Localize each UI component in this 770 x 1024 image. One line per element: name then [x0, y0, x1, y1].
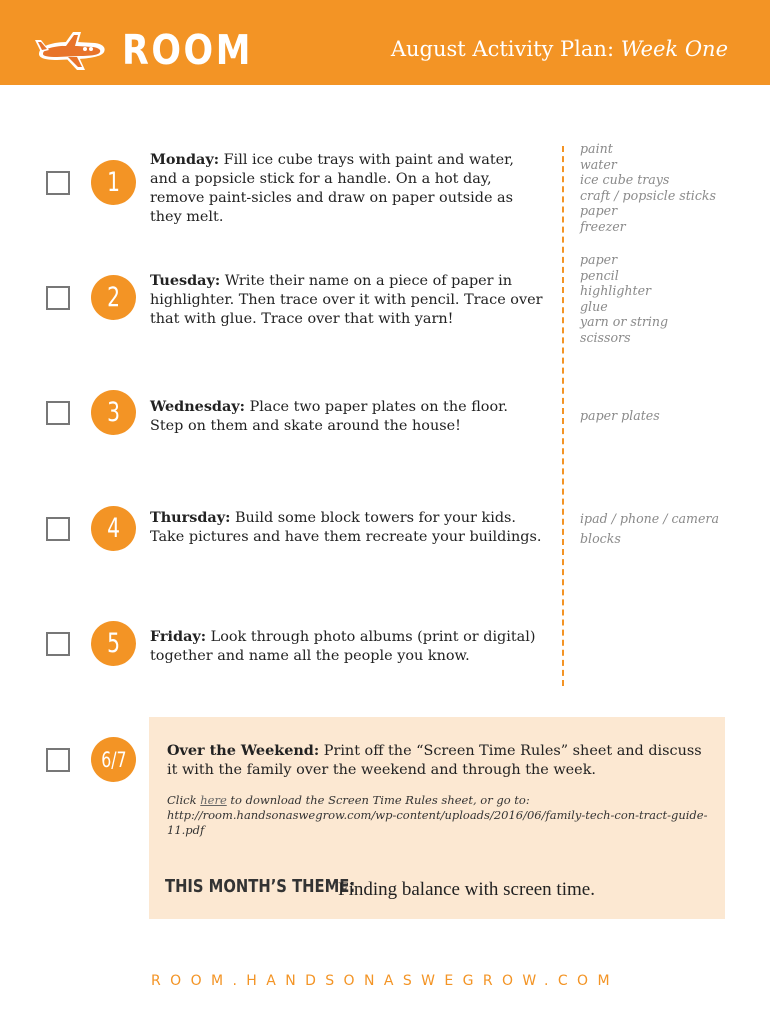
day-label: Wednesday: — [150, 398, 245, 415]
checkbox-day-3[interactable] — [46, 401, 70, 425]
material-item: blocks — [580, 531, 621, 546]
page-title-plain: August Activity Plan: — [390, 37, 621, 61]
day-number-badge: 6/7 — [91, 737, 136, 782]
material-item: yarn or string — [580, 314, 669, 329]
weekend-description — [167, 741, 712, 780]
download-instructions — [167, 793, 712, 838]
day-label: Tuesday: — [150, 272, 221, 289]
day-description — [150, 397, 545, 436]
logo-text: ROOM — [122, 26, 253, 74]
day-number-badge: 2 — [91, 275, 136, 320]
header-bar — [0, 0, 770, 85]
footer-url: ROOM.HANDSONASWEGROW.COM — [151, 973, 619, 989]
material-item: ipad / phone / camera — [580, 511, 719, 526]
day-number-badge: 4 — [91, 506, 136, 551]
material-item: glue — [580, 298, 608, 314]
download-suffix: to download the Screen Time Rules sheet, or go to: — [226, 793, 530, 807]
day-description — [150, 271, 545, 329]
day-number-badge: 5 — [91, 621, 136, 666]
download-prefix: Click — [167, 793, 201, 807]
checkbox-weekend[interactable] — [46, 748, 70, 772]
day-description — [150, 508, 545, 547]
day-text: Fill ice cube trays with paint and water, and a popsicle stick for a handle. On a hot day, remove paint-sicles and draw on paper outside as they melt. — [150, 152, 514, 225]
day-number-badge: 1 — [91, 160, 136, 205]
material-item: craft / popsicle sticks — [580, 187, 716, 203]
theme-text: Finding balance with screen time. — [338, 879, 595, 900]
day-description — [150, 627, 545, 666]
material-item: pencil — [580, 267, 619, 283]
checkbox-day-1[interactable] — [46, 171, 70, 195]
materials-list — [580, 509, 719, 549]
day-text: Build some block towers for your kids. Take pictures and have them recreate your buildings. — [150, 510, 542, 545]
material-item: highlighter — [580, 283, 652, 298]
materials-list — [580, 252, 668, 345]
day-text: Place two paper plates on the floor. Step on them and skate around the house! — [150, 399, 509, 434]
day-description — [150, 150, 545, 227]
materials-list — [580, 408, 660, 424]
weekend-text: Print off the “Screen Time Rules” sheet and discuss it with the family over the weekend and through the week. — [167, 743, 702, 778]
day-label: Friday: — [150, 628, 207, 645]
day-label: Monday: — [150, 151, 220, 168]
airplane-logo-icon — [33, 28, 108, 74]
download-link[interactable]: here — [200, 793, 227, 807]
theme-label: THIS MONTH’S THEME: — [165, 876, 356, 897]
day-text: Look through photo albums (print or digital) together and name all the people you know. — [150, 629, 536, 664]
day-number-badge: 3 — [91, 390, 136, 435]
material-item: scissors — [580, 329, 631, 345]
material-item: ice cube trays — [580, 172, 670, 187]
materials-divider — [562, 146, 564, 686]
weekend-label: Over the Weekend: — [167, 742, 320, 759]
page-title — [391, 37, 728, 61]
checkbox-day-2[interactable] — [46, 286, 70, 310]
material-item: freezer — [580, 218, 626, 234]
material-item: water — [580, 156, 617, 172]
material-item: paint — [580, 141, 613, 156]
day-label: Thursday: — [150, 509, 231, 526]
page-title-week: Week One — [620, 37, 728, 61]
material-item: paper — [580, 203, 618, 218]
material-item: paper plates — [580, 408, 660, 423]
checkbox-day-4[interactable] — [46, 517, 70, 541]
day-text: Write their name on a piece of paper in highlighter. Then trace over it with pencil. Trace over that with glue. Trace over that with yarn! — [150, 273, 543, 327]
download-url: http://room.handsonaswegrow.com/wp-content/uploads/2016/06/family-tech-con-tract-guide-11.pdf — [167, 808, 708, 837]
materials-list — [580, 141, 716, 234]
material-item: paper — [580, 252, 618, 267]
checkbox-day-5[interactable] — [46, 632, 70, 656]
